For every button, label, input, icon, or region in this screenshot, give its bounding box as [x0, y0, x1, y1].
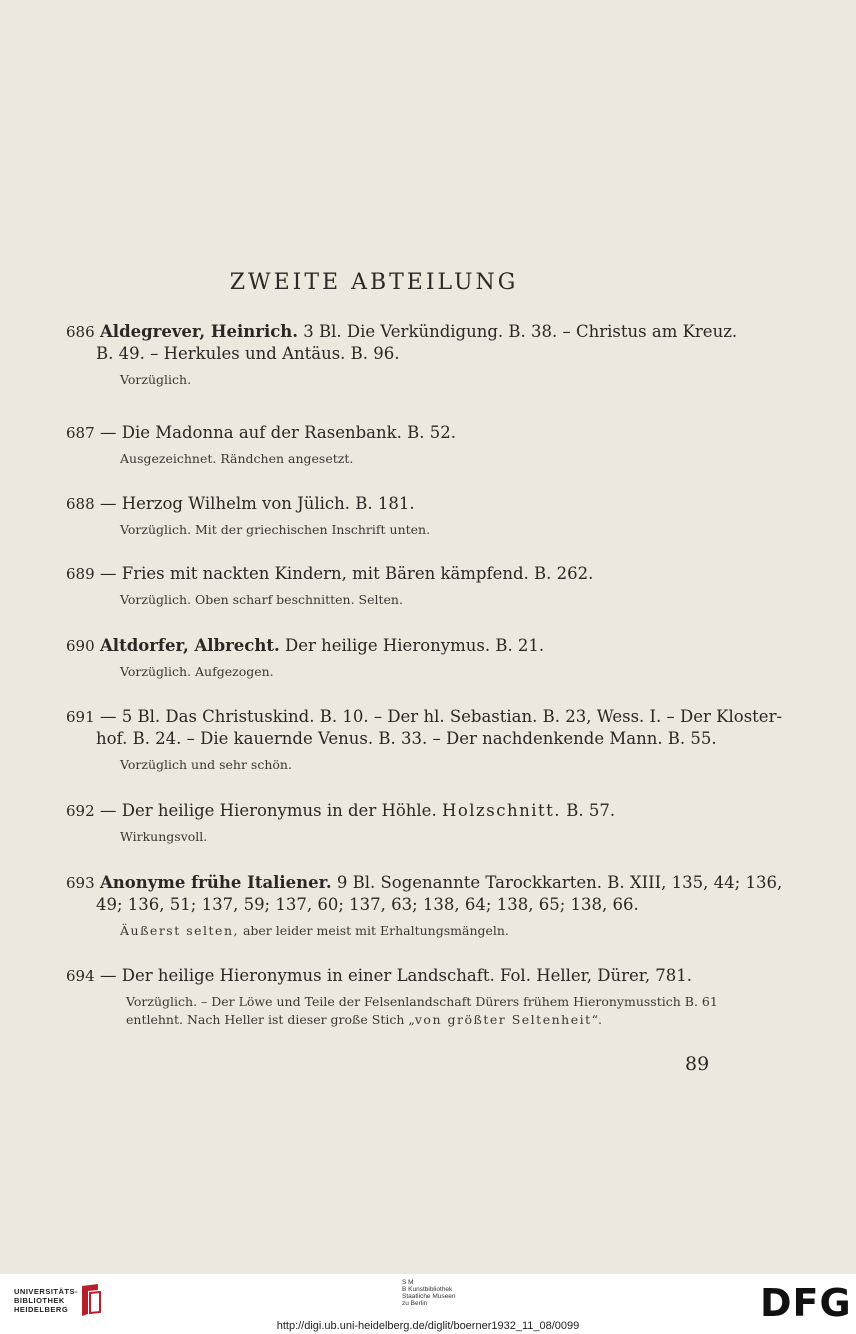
entry-continuation: hof. B. 24. – Die kauernde Venus. B. 33. – Der nachdenkende Mann. B. 55. — [96, 729, 717, 748]
footer-bar — [0, 1274, 856, 1334]
lot-number: 686 — [66, 323, 95, 341]
condition-note: Vorzüglich und sehr schön. — [120, 757, 292, 772]
catalog-entry — [66, 800, 716, 846]
artist-name: Altdorfer, Albrecht. — [100, 636, 280, 655]
dfg-logo[interactable]: DFG — [760, 1281, 852, 1325]
condition-note-line2: entlehnt. Nach Heller ist dieser große Stich „ — [126, 1012, 415, 1027]
entry-text: 9 Bl. Sogenannte Tarockkarten. B. XIII, 135, 44; 136, — [331, 873, 783, 892]
artist-name: Aldegrever, Heinrich. — [100, 322, 298, 341]
entry-text: — 5 Bl. Das Christuskind. B. 10. – Der hl. Sebastian. B. 23, Wess. I. – Der Kloster- — [100, 707, 783, 726]
entry-continuation: 49; 136, 51; 137, 59; 137, 60; 137, 63; 138, 64; 138, 65; 138, 66. — [96, 895, 639, 914]
condition-note-end: “. — [591, 1012, 602, 1027]
lot-number: 689 — [66, 565, 95, 583]
entry-text-spaced: Holzschnitt. — [441, 801, 561, 820]
museum-stamp: S M B Kunstbibliothek Staatliche Museen zu Berlin — [402, 1279, 456, 1307]
lot-number: 691 — [66, 708, 95, 726]
condition-note: Vorzüglich. Mit der griechischen Inschrift unten. — [120, 522, 431, 537]
document-url-link[interactable]: http://digi.ub.uni-heidelberg.de/diglit/boerner1932_11_08/0099 — [276, 1320, 580, 1332]
condition-note-spaced: von größter Seltenheit — [414, 1012, 592, 1027]
lot-number: 694 — [66, 967, 95, 985]
entry-text: — Die Madonna auf der Rasenbank. B. 52. — [100, 423, 456, 442]
library-logo-icon[interactable] — [78, 1282, 104, 1323]
lot-number: 688 — [66, 495, 95, 513]
entry-text: 3 Bl. Die Verkündigung. B. 38. – Christus am Kreuz. — [298, 322, 738, 341]
catalog-entry — [66, 706, 783, 774]
catalog-entry — [66, 635, 716, 681]
entry-text: Der heilige Hieronymus. B. 21. — [279, 636, 545, 655]
entry-text: — Herzog Wilhelm von Jülich. B. 181. — [100, 494, 415, 513]
condition-note: Wirkungsvoll. — [120, 829, 208, 844]
entry-continuation: B. 49. – Herkules und Antäus. B. 96. — [96, 344, 400, 363]
lot-number: 693 — [66, 874, 95, 892]
catalog-entry — [66, 563, 716, 609]
entry-text: — Der heilige Hieronymus in der Höhle. — [100, 801, 437, 820]
condition-note: Ausgezeichnet. Rändchen angesetzt. — [120, 451, 354, 466]
entry-text-end: B. 57. — [561, 801, 616, 820]
catalog-entry — [66, 872, 783, 940]
condition-note: Vorzüglich. — [120, 372, 192, 387]
condition-note: Vorzüglich. Oben scharf beschnitten. Selten. — [120, 592, 403, 607]
catalog-entry — [66, 965, 716, 1029]
page-number: 89 — [685, 1053, 710, 1075]
catalog-entry — [66, 422, 716, 468]
lot-number: 690 — [66, 637, 95, 655]
entry-text: — Der heilige Hieronymus in einer Landschaft. Fol. Heller, Dürer, 781. — [100, 966, 693, 985]
condition-note-spaced: Äußerst selten, — [120, 923, 239, 938]
entry-text: — Fries mit nackten Kindern, mit Bären kämpfend. B. 262. — [100, 564, 594, 583]
condition-note: aber leider meist mit Erhaltungsmängeln. — [238, 923, 509, 938]
artist-name: Anonyme frühe Italiener. — [100, 873, 332, 892]
lot-number: 687 — [66, 424, 95, 442]
section-heading: ZWEITE ABTEILUNG — [229, 270, 519, 295]
catalog-entry — [66, 321, 738, 389]
condition-note: Vorzüglich. – Der Löwe und Teile der Felsenlandschaft Dürers frühem Hieronymusstich B. 61 — [126, 994, 718, 1009]
lot-number: 692 — [66, 802, 95, 820]
catalog-entry — [66, 493, 716, 539]
library-name[interactable]: UNIVERSITÄTS- BIBLIOTHEK HEIDELBERG — [14, 1287, 79, 1314]
condition-note: Vorzüglich. Aufgezogen. — [120, 664, 274, 679]
